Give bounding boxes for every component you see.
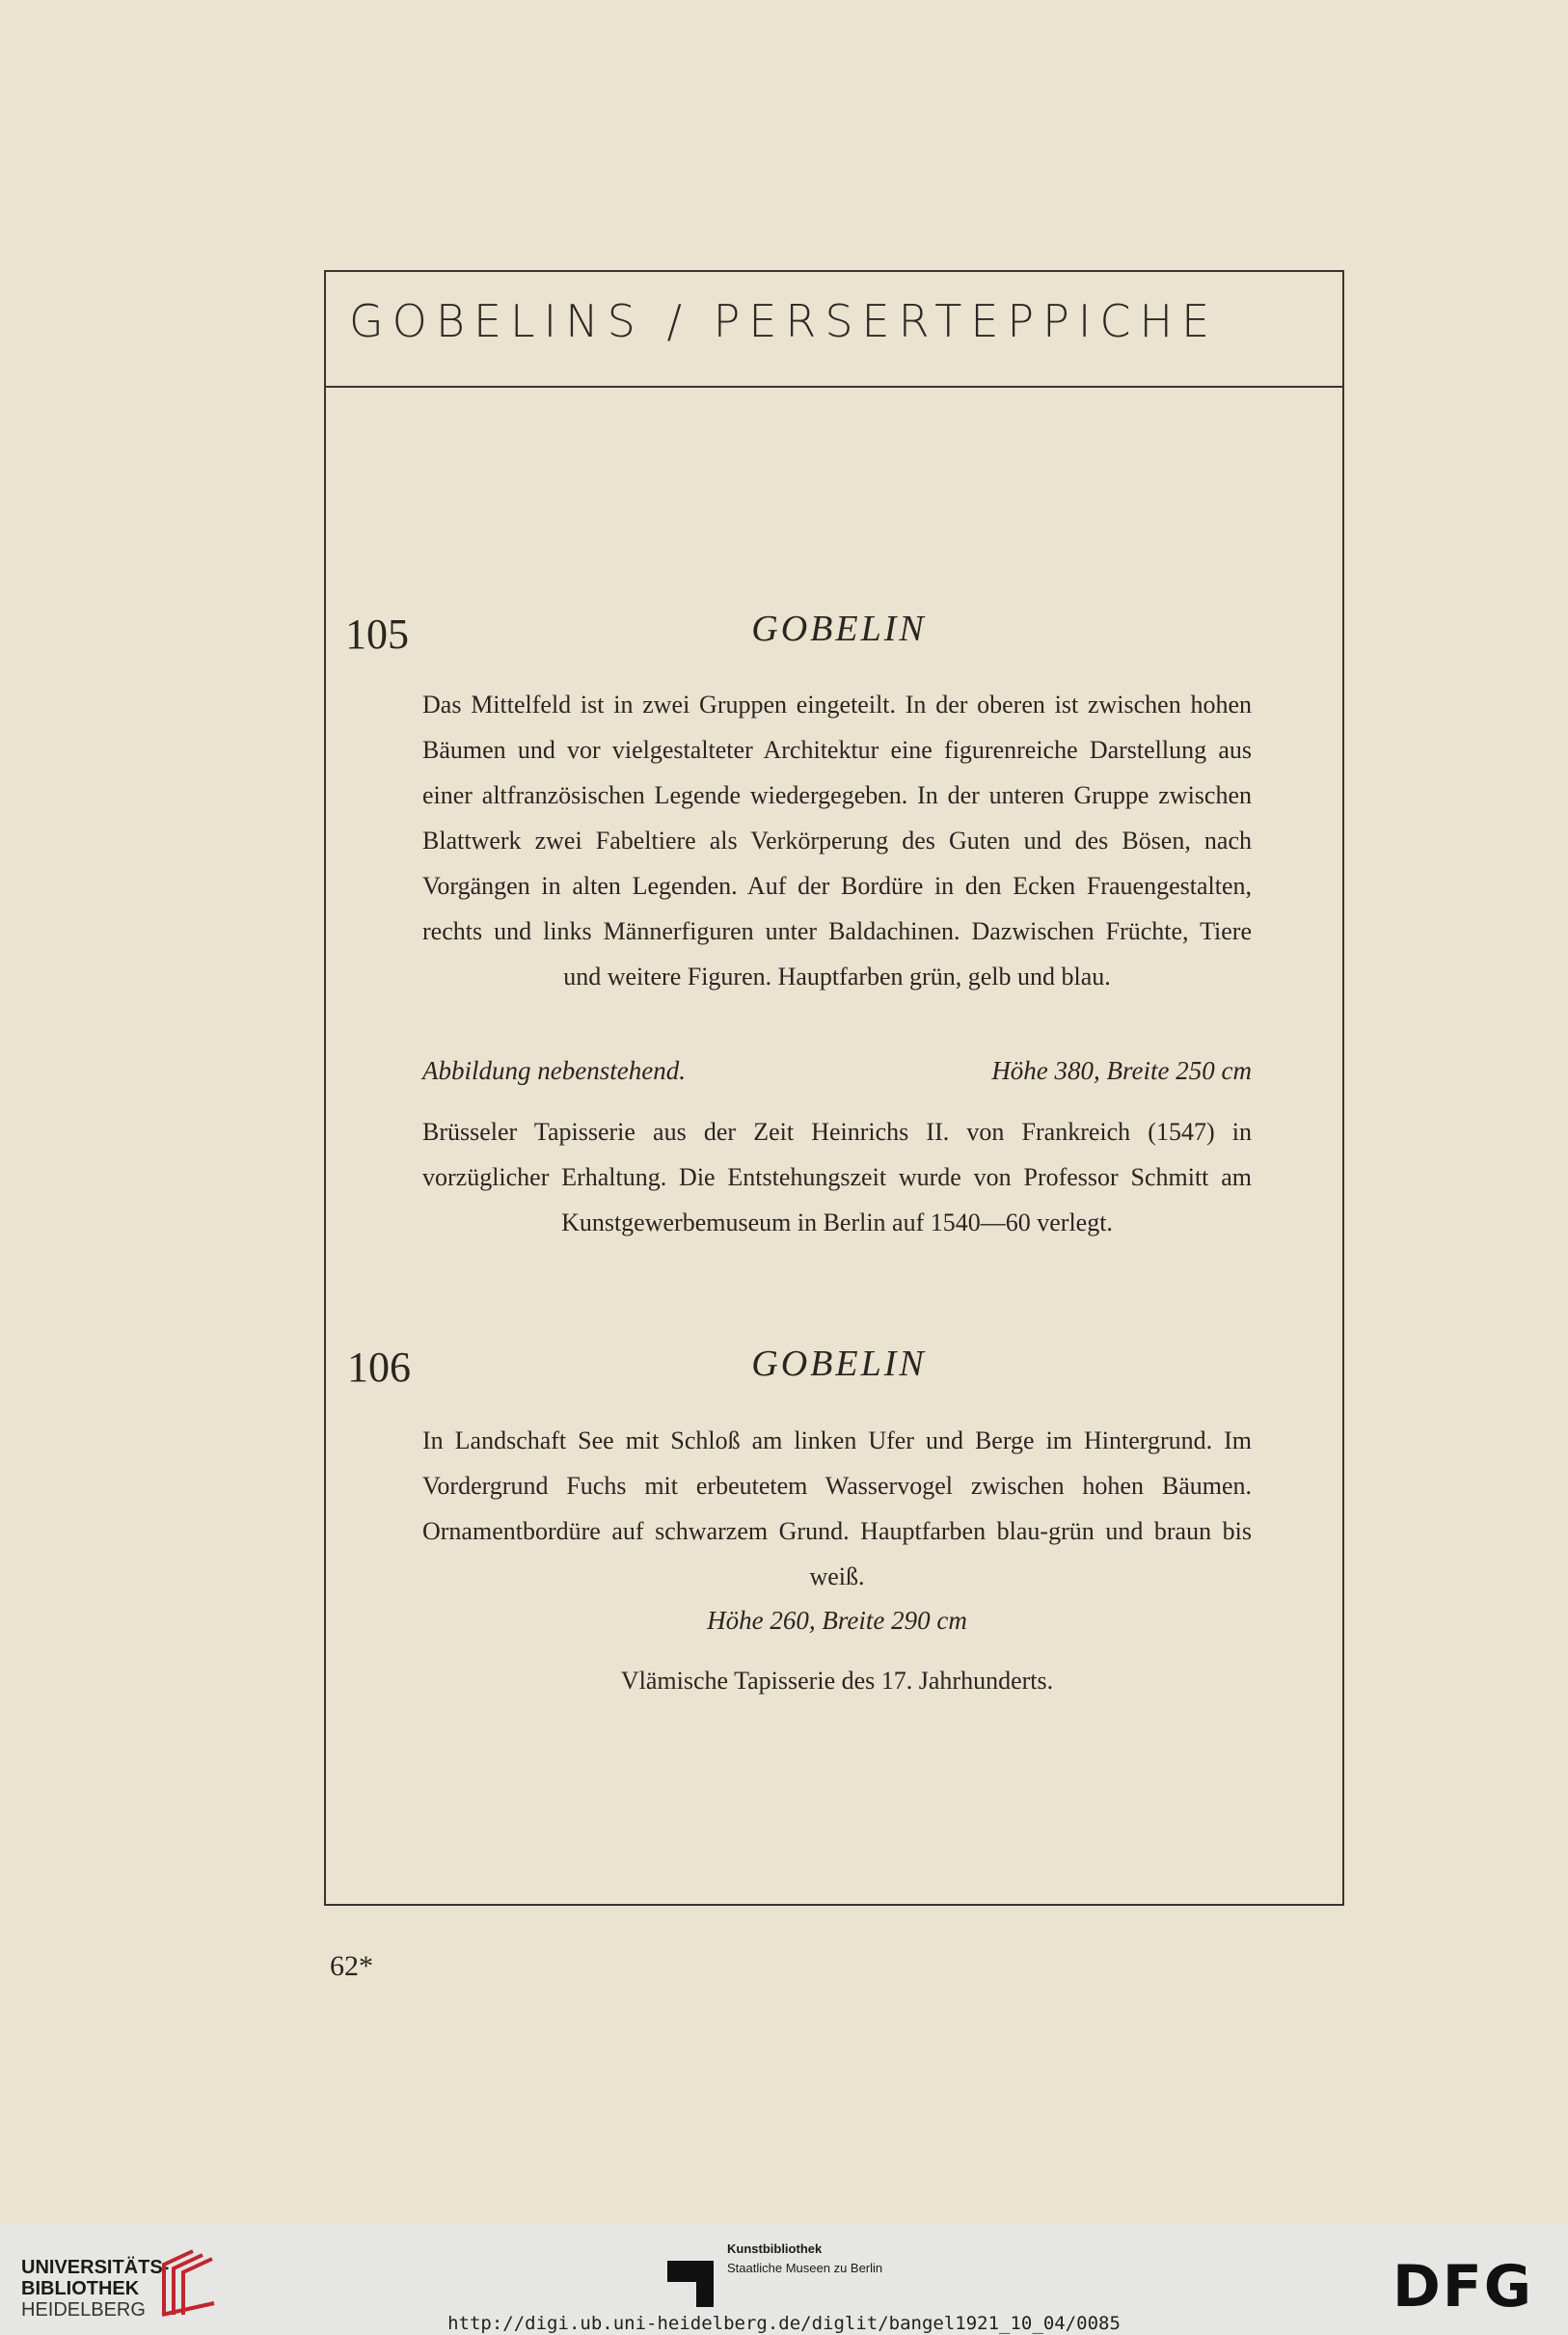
library-line-1: UNIVERSITÄTS- bbox=[21, 2257, 170, 2278]
lot-caption-105 bbox=[422, 1056, 1252, 1095]
lot-title-106: GOBELIN bbox=[751, 1344, 927, 1384]
kb-name: Kunstbibliothek bbox=[727, 2241, 823, 2256]
lot-description-105: Das Mittelfeld ist in zwei Gruppen eingeteilt. In der oberen ist zwischen hohen Bäumen und vor vielgestalteter Architektur eine figurenreiche Darstellung aus einer altfranzösischen Legende wiedergegeben. In der unteren Gruppe zwischen Blattwerk zwei Fabeltiere als Verkörperung des Guten und des Bösen, nach Vorgängen in alten Legenden. Auf der Bordüre in den Ecken Frauengestalten, rechts und links Männerfiguren unter Baldachinen. Dazwischen Früchte, Tiere und weitere Figuren. Hauptfarben grün, gelb und blau. bbox=[422, 691, 1252, 991]
lot-number-105: 105 bbox=[345, 611, 409, 658]
kunstbibliothek-logo-icon bbox=[667, 2261, 714, 2307]
dfg-logo: DFG bbox=[1392, 2253, 1534, 2321]
lot-number-106: 106 bbox=[347, 1344, 411, 1391]
header-rule bbox=[324, 386, 1344, 388]
illustration-note: Abbildung nebenstehend. bbox=[422, 1056, 686, 1085]
lot-provenance-105: Brüsseler Tapisserie aus der Zeit Heinrichs II. von Frankreich (1547) in vorzüglicher Erhaltung. Die Entstehungszeit wurde von Professor Schmitt am Kunstgewerbemuseum in Berlin auf 1540—60 verlegt. bbox=[422, 1118, 1252, 1236]
lot-description-106: In Landschaft See mit Schloß am linken Ufer und Berge im Hintergrund. Im Vordergrund Fuchs mit erbeutetem Wasservogel zwischen hohen Bäumen. Ornamentbordüre auf schwarzem Grund. Hauptfarben blau-grün und braun bis weiß. bbox=[422, 1426, 1252, 1590]
ub-heidelberg-logo-icon bbox=[154, 2245, 218, 2319]
ub-heidelberg-name bbox=[21, 2257, 169, 2321]
library-line-2: BIBLIOTHEK bbox=[21, 2278, 140, 2299]
source-url[interactable]: http://digi.ub.uni-heidelberg.de/diglit/bangel1921_10_04/0085 bbox=[447, 2313, 1121, 2334]
section-title: GOBELINS / PERSERTEPPICHE bbox=[349, 295, 1219, 347]
kunstbibliothek-name bbox=[727, 2240, 882, 2278]
page-number: 62* bbox=[330, 1950, 373, 1982]
lot-provenance-106: Vlämische Tapisserie des 17. Jahrhunderts. bbox=[620, 1667, 1054, 1695]
library-line-3: HEIDELBERG bbox=[21, 2299, 146, 2321]
lot-dimensions-106: Höhe 260, Breite 290 cm bbox=[707, 1606, 967, 1635]
footer-bar bbox=[0, 2224, 1568, 2335]
lot-dimensions-105: Höhe 380, Breite 250 cm bbox=[991, 1056, 1252, 1085]
kb-subtitle: Staatliche Museen zu Berlin bbox=[727, 2261, 883, 2275]
lot-title-105: GOBELIN bbox=[751, 609, 927, 649]
